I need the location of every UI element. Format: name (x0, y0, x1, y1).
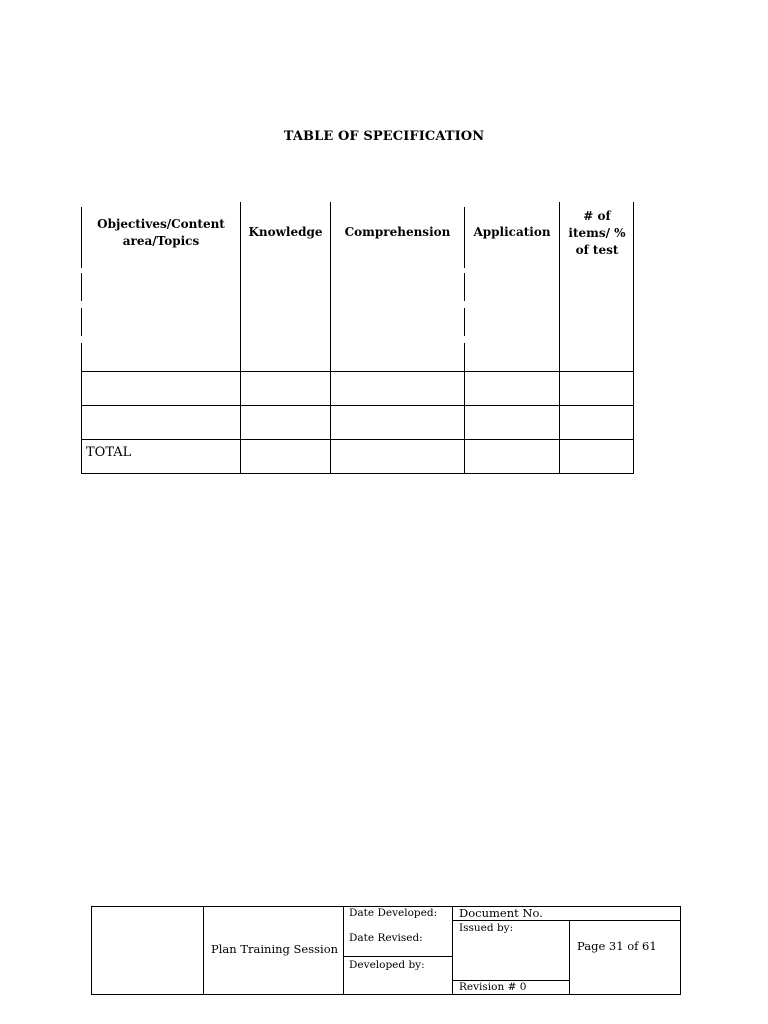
date-revised-label: Date Revised: (349, 932, 423, 944)
footer-rule (203, 906, 204, 995)
table-rule (464, 308, 465, 336)
header-items-percent: # of items/ % of test (568, 208, 626, 257)
header-objectives: Objectives/Content area/Topics (97, 217, 225, 248)
table-rule (240, 202, 241, 474)
footer-rule (91, 994, 681, 995)
footer-rule (344, 956, 452, 957)
footer-rule (569, 920, 570, 995)
table-rule (330, 202, 331, 474)
page-title: TABLE OF SPECIFICATION (283, 129, 485, 144)
table-rule (81, 371, 634, 372)
page-number: Page 31 of 61 (577, 939, 657, 953)
footer-rule (343, 906, 344, 995)
revision-label: Revision # 0 (459, 981, 527, 993)
document-number-label: Document No. (459, 906, 543, 920)
table-rule (81, 207, 82, 268)
footer-rule (452, 920, 681, 921)
table-rule (81, 439, 634, 440)
footer-rule (452, 906, 453, 995)
table-rule (81, 343, 82, 474)
total-label: TOTAL (86, 445, 132, 460)
table-rule (81, 308, 82, 336)
session-title: Plan Training Session (211, 942, 339, 956)
table-rule (81, 473, 634, 474)
developed-by-label: Developed by: (349, 959, 425, 971)
header-comprehension: Comprehension (344, 224, 451, 239)
table-rule (633, 202, 634, 474)
header-application: Application (473, 224, 551, 239)
table-rule (81, 405, 634, 406)
header-knowledge: Knowledge (248, 224, 323, 239)
table-rule (81, 273, 82, 301)
issued-by-label: Issued by: (459, 922, 514, 934)
table-rule (464, 343, 465, 474)
date-developed-label: Date Developed: (349, 907, 438, 919)
footer-rule (680, 906, 681, 995)
table-rule (559, 202, 560, 474)
table-rule (464, 273, 465, 301)
footer-rule (91, 906, 92, 995)
